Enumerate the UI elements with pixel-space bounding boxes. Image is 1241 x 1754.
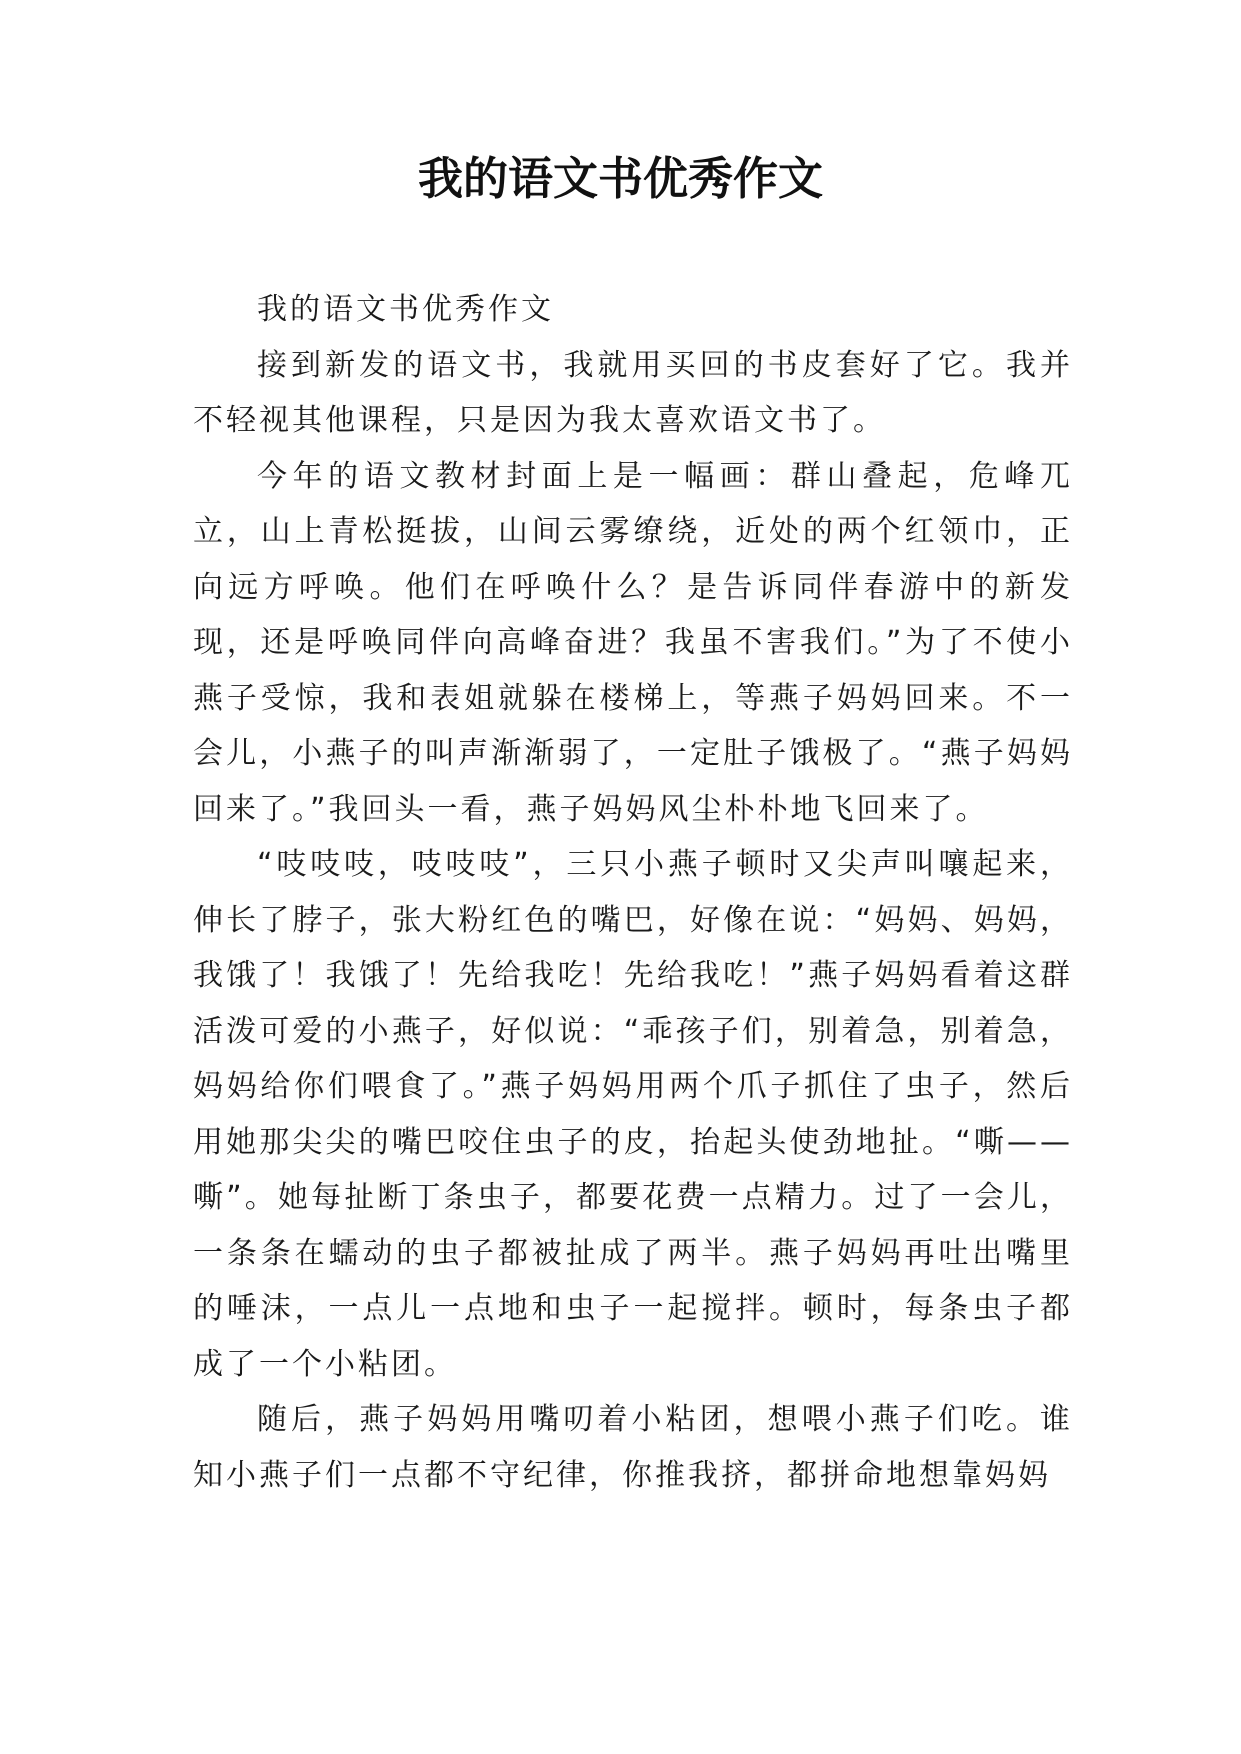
paragraph: 今年的语文教材封面上是一幅画：群山叠起，危峰兀立，山上青松挺拔，山间云雾缭绕，近处的两个红领巾，正向远方呼唤。他们在呼唤什么？是告诉同伴春游中的新发现，还是呼唤同伴向高峰奋进？我虽不害我们。”为了不使小燕子受惊，我和表姐就躲在楼梯上，等燕子妈妈回来。不一会儿，小燕子的叫声渐渐弱了，一定肚子饿极了。“燕子妈妈回来了。”我回头一看，燕子妈妈风尘朴朴地飞回来了。: [193, 458, 1073, 827]
document-body: [193, 282, 1073, 1503]
paragraph: “吱吱吱，吱吱吱”，三只小燕子顿时又尖声叫嚷起来，伸长了脖子，张大粉红色的嘴巴，好像在说：“妈妈、妈妈，我饿了！我饿了！先给我吃！先给我吃！”燕子妈妈看着这群活泼可爱的小燕子，好似说：“乖孩子们，别着急，别着急，妈妈给你们喂食了。”燕子妈妈用两个爪子抓住了虫子，然后用她那尖尖的嘴巴咬住虫子的皮，抬起头使劲地扯。“嘶——嘶”。她每扯断丁条虫子，都要花费一点精力。过了一会儿，一条条在蠕动的虫子都被扯成了两半。燕子妈妈再吐出嘴里的唾沫，一点儿一点地和虫子一起搅拌。顿时，每条虫子都成了一个小粘团。: [193, 847, 1073, 1382]
paragraph: 接到新发的语文书，我就用买回的书皮套好了它。我并不轻视其他课程，只是因为我太喜欢语文书了。: [193, 347, 1073, 438]
paragraph: 随后，燕子妈妈用嘴叨着小粘团，想喂小燕子们吃。谁知小燕子们一点都不守纪律，你推我挤，都拼命地想靠妈妈: [193, 1402, 1073, 1493]
paragraph-heading: 我的语文书优秀作文: [257, 292, 554, 327]
document-title: 我的语文书优秀作文: [417, 152, 823, 205]
